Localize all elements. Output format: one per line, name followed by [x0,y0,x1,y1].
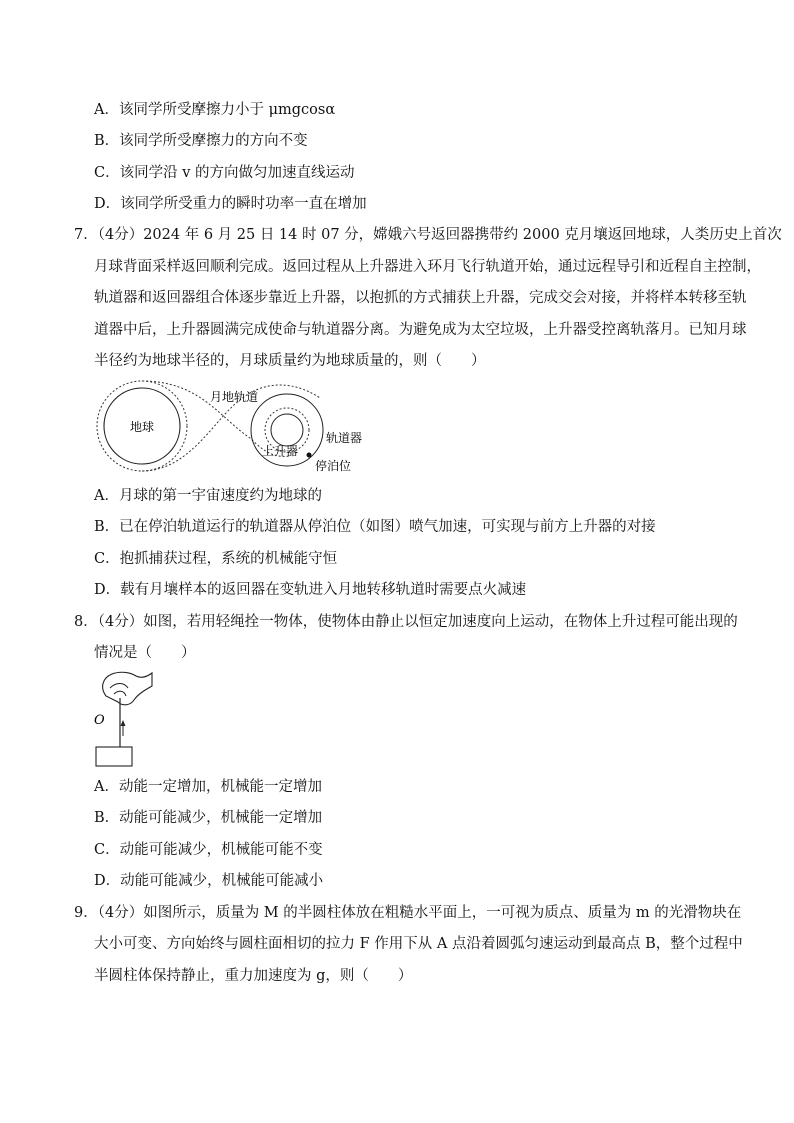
q7-stem-line-4: 道器中后，上升器圆满完成使命与轨道器分离。为避免成为太空垃圾，上升器受控离轨落月。已知月球 [94,322,747,338]
q6-option-a: A．该同学所受摩擦力小于 μmgcosα [94,102,336,118]
q8-stem-line-2: 情况是（ ） [94,645,196,661]
hand-rope-diagram [90,668,160,770]
q8-stem-line-1: 8．（4分）如图，若用轻绳拴一物体，使物体由静止以恒定加速度向上运动，在物体上升过程可能出现的 [74,614,738,630]
q6-option-b: B．该同学所受摩擦力的方向不变 [94,133,308,149]
q7-stem-line-3: 轨道器和返回器组合体逐步靠近上升器，以抱抓的方式捕获上升器，完成交会对接，并将样本转移至轨 [94,290,747,306]
orbiter-label: 轨道器 [326,431,363,445]
transfer-orbit-label: 月地轨道 [210,390,259,404]
q7-stem-line-2: 月球背面采样返回顺利完成。返回过程从上升器进入环月飞行轨道开始，通过远程导引和近程自主控制， [94,259,761,275]
q7-stem-line-1: 7．（4分）2024 年 6 月 25 日 14 时 07 分，嫦娥六号返回器携带约 2000 克月壤返回地球，人类历史上首次 [74,227,782,243]
q8-option-b: B．动能可能减少，机械能一定增加 [94,810,323,826]
q7-stem-line-5: 半径约为地球半径的，月球质量约为地球质量的，则（ ） [94,353,486,369]
q9-stem-line-3: 半圆柱体保持静止，重力加速度为 g，则（ ） [94,968,413,984]
q7-option-a: A．月球的第一宇宙速度约为地球的 [94,488,322,504]
q6-option-c: C．该同学沿 v 的方向做匀加速直线运动 [94,165,355,181]
q9-stem-line-1: 9．（4分）如图所示，质量为 M 的半圆柱体放在粗糙水平面上，一可视为质点、质量为 m 的光滑物块在 [74,905,742,921]
parking-label: 停泊位 [315,459,352,473]
q7-option-d: D．载有月壤样本的返回器在变轨进入月地转移轨道时需要点火减速 [94,582,527,598]
orbit-diagram [90,378,390,478]
q8-option-d: D．动能可能减少，机械能可能减小 [94,873,324,889]
q8-option-c: C．动能可能减少，机械能可能不变 [94,842,323,858]
point-o-label: O [94,713,105,728]
q9-stem-line-2: 大小可变、方向始终与圆柱面相切的拉力 F 作用下从 A 点沿着圆弧匀速运动到最高点 B，整个过程中 [94,936,743,952]
earth-label: 地球 [130,420,155,434]
q7-option-b: B．已在停泊轨道运行的轨道器从停泊位（如图）喷气加速，可实现与前方上升器的对接 [94,519,656,535]
ascender-label: 上升器 [262,444,299,458]
q6-option-d: D．该同学所受重力的瞬时功率一直在增加 [94,196,367,212]
q7-option-c: C．抱抓捕获过程，系统的机械能守恒 [94,551,338,567]
q8-option-a: A．动能一定增加，机械能一定增加 [94,779,322,795]
